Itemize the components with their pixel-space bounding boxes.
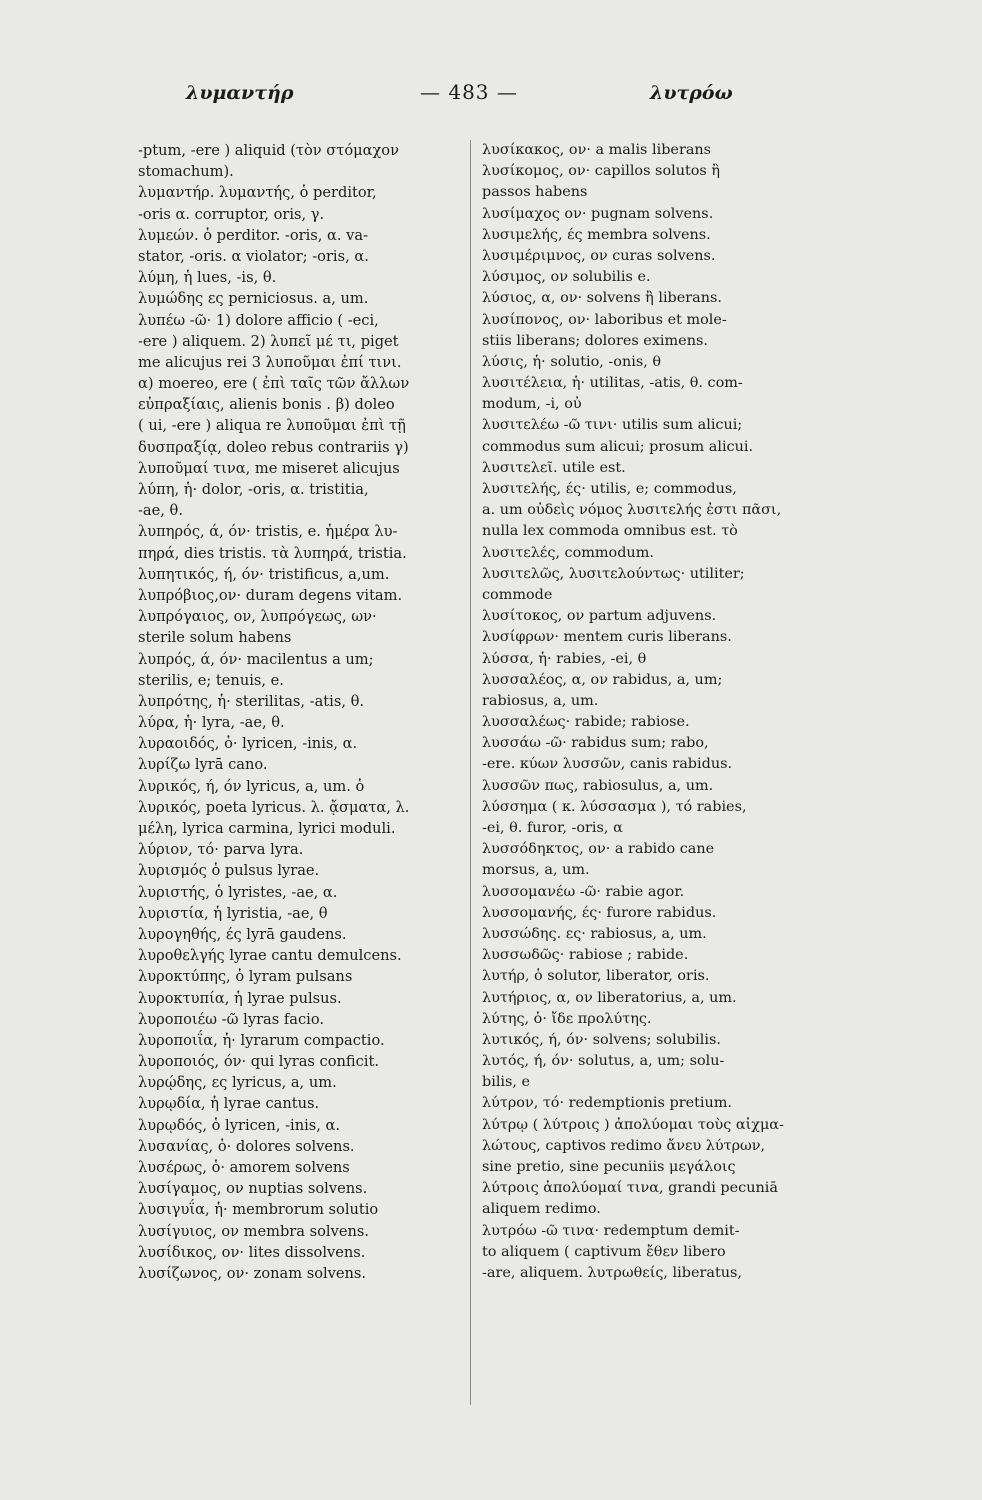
text-line: λυροκτυπία, ἡ lyrae pulsus. bbox=[138, 989, 342, 1007]
text-line: λυροποιός, όν· qui lyras conficit. bbox=[138, 1053, 379, 1071]
text-line: λύτρον, τό· redemptionis pretium. bbox=[482, 1095, 732, 1112]
text-line: to aliquem ( captivum ἔθεν libero bbox=[482, 1243, 726, 1260]
column-divider bbox=[470, 140, 471, 1405]
text-line: λυσιτέλεια, ἡ· utilitas, -atis, θ. com- bbox=[482, 375, 743, 392]
text-line: commode bbox=[482, 586, 553, 603]
text-line: nulla lex commoda omnibus est. τὸ bbox=[482, 523, 738, 540]
text-line: λυμώδης ες perniciosus. a, um. bbox=[138, 290, 369, 308]
text-line: λυσίτοκος, ον partum adjuvens. bbox=[482, 608, 717, 625]
text-line: λυπέω -ῶ· 1) dolore afficio ( -eci, bbox=[138, 311, 379, 329]
text-line: commodus sum alicui; prosum alicui. bbox=[482, 438, 754, 455]
text-line: λυσίκομος, ον· capillos solutos ἢ bbox=[482, 163, 721, 180]
text-line: λυσανίας, ὁ· dolores solvens. bbox=[138, 1137, 355, 1155]
text-line: λυσιτελέω -ῶ τινι· utilis sum alicui; bbox=[482, 417, 743, 434]
text-line: λύσις, ἡ· solutio, -onis, θ bbox=[482, 353, 662, 370]
text-line: λυσιτελεῖ. utile est. bbox=[482, 459, 626, 476]
page-header bbox=[0, 76, 982, 116]
text-line: λυτός, ή, όν· solutus, a, um; solu- bbox=[482, 1053, 725, 1070]
header-first-entry: λυμαντήρ bbox=[186, 82, 294, 104]
right-column bbox=[482, 140, 862, 1284]
text-line: λύσιος, α, ον· solvens ἢ liberans. bbox=[482, 290, 722, 307]
text-line: λυσσάω -ῶ· rabidus sum; rabo, bbox=[482, 735, 709, 752]
text-line: -ei, θ. furor, -oris, α bbox=[482, 820, 623, 836]
text-line: λυσιγυΐα, ἡ· membrorum solutio bbox=[138, 1201, 379, 1219]
text-line: λυριστής, ὁ lyristes, -ae, α. bbox=[138, 883, 338, 901]
text-line: λυσσομανέω -ῶ· rabie agor. bbox=[482, 883, 685, 900]
text-line: λύσιμος, ον solubilis e. bbox=[482, 269, 651, 286]
text-line: λυσσαλέως· rabide; rabiose. bbox=[482, 714, 690, 731]
text-line: a. um οὐδεὶς νόμος λυσιτελής ἐστι πᾶσι, bbox=[482, 502, 782, 519]
text-line: stomachum). bbox=[138, 163, 234, 181]
text-line: λυσίκακος, ον· a malis liberans bbox=[482, 142, 712, 158]
text-line: εὐπραξίαις, alienis bonis . β) doleo bbox=[138, 396, 395, 414]
text-line: ( ui, -ere ) aliqua re λυποῦμαι ἐπὶ τῇ bbox=[138, 417, 406, 435]
text-line: λυτρόω -ῶ τινα· redemptum demit- bbox=[482, 1222, 740, 1239]
text-line: λυπρότης, ἡ· sterilitas, -atis, θ. bbox=[138, 692, 365, 710]
text-line: λυρογηθής, ές lyrā gaudens. bbox=[138, 925, 347, 943]
text-line: -ere ) aliquem. 2) λυπεῖ μέ τι, piget bbox=[138, 332, 399, 350]
text-line: λυσέρως, ὁ· amorem solvens bbox=[138, 1159, 350, 1176]
text-line: λυρῳδός, ὁ lyricen, -inis, α. bbox=[138, 1116, 341, 1134]
text-line: λυπρός, ά, όν· macilentus a um; bbox=[138, 650, 374, 668]
text-line: λυσίγυιος, ον membra solvens. bbox=[138, 1222, 369, 1240]
text-line: μέλη, lyrica carmina, lyrici moduli. bbox=[138, 820, 396, 837]
text-line: λυπρόβιος,ον· duram degens vitam. bbox=[138, 586, 403, 604]
text-line: α) moereo, ere ( ἐπὶ ταῖς τῶν ἄλλων bbox=[138, 375, 410, 393]
text-line: λυσιμέριμνος, ον curas solvens. bbox=[482, 247, 716, 264]
text-line: λυσίγαμος, ον nuptias solvens. bbox=[138, 1180, 368, 1198]
text-line: λυρῴδης, ες lyricus, a, um. bbox=[138, 1074, 337, 1092]
text-line: -are, aliquem. λυτρωθείς, liberatus, bbox=[482, 1264, 742, 1281]
text-line: λυσίδικος, ον· lites dissolvens. bbox=[138, 1243, 366, 1261]
text-line: λυσιτελῶς, λυσιτελούντως· utiliter; bbox=[482, 565, 745, 582]
text-line: me alicujus rei 3 λυποῦμαι ἐπί τινι. bbox=[138, 353, 402, 371]
text-line: λυροκτύπης, ὁ lyram pulsans bbox=[138, 968, 353, 986]
text-line: λυσσῶν πως, rabiosulus, a, um. bbox=[482, 777, 714, 794]
text-line: λυτήριος, α, ον liberatorius, a, um. bbox=[482, 989, 737, 1006]
text-line: morsus, a, um. bbox=[482, 862, 590, 879]
text-line: λυτικός, ή, όν· solvens; solubilis. bbox=[482, 1031, 721, 1048]
text-line: λύσσα, ἡ· rabies, -ei, θ bbox=[482, 650, 647, 667]
text-line: aliquem redimo. bbox=[482, 1201, 601, 1218]
text-line: λυσίμαχος ον· pugnam solvens. bbox=[482, 205, 714, 222]
text-line: λυραοιδός, ὁ· lyricen, -inis, α. bbox=[138, 735, 358, 753]
text-line: λυρικός, ή, όν lyricus, a, um. ὁ bbox=[138, 777, 365, 795]
text-line: λυροποιέω -ῶ lyras facio. bbox=[138, 1010, 324, 1028]
text-line: πηρά, dies tristis. τὰ λυπηρά, tristia. bbox=[138, 544, 407, 562]
text-line: λυρίζω lyrā cano. bbox=[138, 756, 268, 774]
text-line: λυρικός, poeta lyricus. λ. ᾄσματα, λ. bbox=[138, 798, 410, 816]
text-line: λυσιτελής, ές· utilis, e; commodus, bbox=[482, 481, 737, 497]
text-line: λυσίφρων· mentem curis liberans. bbox=[482, 629, 732, 646]
text-line: λυρῳδία, ἡ lyrae cantus. bbox=[138, 1095, 320, 1113]
text-line: bilis, e bbox=[482, 1074, 531, 1091]
text-line: λυπρόγαιος, ον, λυπρόγεως, ων· bbox=[138, 608, 377, 626]
text-line: λυσσώδης. ες· rabiosus, a, um. bbox=[482, 925, 707, 942]
text-line: stator, -oris. α violator; -oris, α. bbox=[138, 247, 369, 265]
text-line: sine pretio, sine pecuniis μεγάλοις bbox=[482, 1159, 736, 1175]
text-line: λυπητικός, ή, όν· tristificus, a,um. bbox=[138, 565, 390, 583]
text-line: λυποῦμαί τινα, me miseret alicujus bbox=[138, 459, 400, 477]
text-line: λυπηρός, ά, όν· tristis, e. ἡμέρα λυ- bbox=[138, 523, 398, 541]
text-line: λυροποιΐα, ἡ· lyrarum compactio. bbox=[138, 1031, 385, 1049]
text-line: -ae, θ. bbox=[138, 502, 183, 520]
text-line: λυσσωδῶς· rabiose ; rabide. bbox=[482, 947, 689, 964]
text-line: λυρισμός ὁ pulsus lyrae. bbox=[138, 862, 320, 880]
text-line: rabiosus, a, um. bbox=[482, 692, 599, 709]
text-line: λύπη, ἡ· dolor, -oris, α. tristitia, bbox=[138, 481, 369, 498]
header-last-entry: λυτρόω bbox=[650, 82, 733, 104]
text-line: sterilis, e; tenuis, e. bbox=[138, 671, 284, 689]
text-line: -ptum, -ere ) aliquid (τὸν στόμαχον bbox=[138, 142, 399, 159]
text-line: -oris α. corruptor, oris, γ. bbox=[138, 205, 325, 223]
text-line: λύτρῳ ( λύτροις ) ἀπολύομαι τοὺς αἰχμα- bbox=[482, 1116, 784, 1133]
text-line: λύρα, ἡ· lyra, -ae, θ. bbox=[138, 714, 285, 732]
text-line: λυσσομανής, ές· furore rabidus. bbox=[482, 904, 717, 921]
text-line: λυσίζωνος, ον· zonam solvens. bbox=[138, 1264, 367, 1282]
text-line: -ere. κύων λυσσῶν, canis rabidus. bbox=[482, 756, 733, 773]
text-line: λυσίπονος, ον· laboribus et mole- bbox=[482, 311, 727, 328]
text-line: λύσσημα ( κ. λύσσασμα ), τό rabies, bbox=[482, 798, 747, 815]
text-line: λυσσαλέος, α, ον rabidus, a, um; bbox=[482, 671, 723, 688]
text-line: λυσιμελής, ές membra solvens. bbox=[482, 226, 711, 243]
text-line: λυριστία, ἡ lyristia, -ae, θ bbox=[138, 904, 328, 922]
text-line: sterile solum habens bbox=[138, 629, 292, 647]
text-line: stiis liberans; dolores eximens. bbox=[482, 332, 708, 349]
text-line: λυσσόδηκτος, ον· a rabido cane bbox=[482, 841, 715, 858]
text-line: λυτήρ, ὁ solutor, liberator, oris. bbox=[482, 968, 710, 985]
text-line: modum, -i, οὐ bbox=[482, 396, 582, 413]
text-line: λύριον, τό· parva lyra. bbox=[138, 841, 304, 859]
text-line: λυμαντήρ. λυμαντής, ὁ perditor, bbox=[138, 184, 377, 202]
text-line: λώτους, captivos redimo ἄνευ λύτρων, bbox=[482, 1137, 766, 1154]
text-line: passos habens bbox=[482, 184, 588, 201]
text-line: λυροθελγής lyrae cantu demulcens. bbox=[138, 947, 402, 965]
text-line: δυσπραξίᾳ, doleo rebus contrariis γ) bbox=[138, 438, 409, 456]
page-number: — 483 — bbox=[420, 80, 518, 104]
text-line: λύμη, ἡ lues, -is, θ. bbox=[138, 269, 277, 287]
text-line: λύτης, ὁ· ἴδε προλύτης. bbox=[482, 1010, 652, 1027]
text-line: λυσιτελές, commodum. bbox=[482, 544, 654, 561]
left-column bbox=[138, 140, 464, 1284]
text-line: λυμεών. ὁ perditor. -oris, α. va- bbox=[138, 226, 369, 244]
text-line: λύτροις ἀπολύομαί τινα, grandi pecuniā bbox=[482, 1180, 778, 1197]
